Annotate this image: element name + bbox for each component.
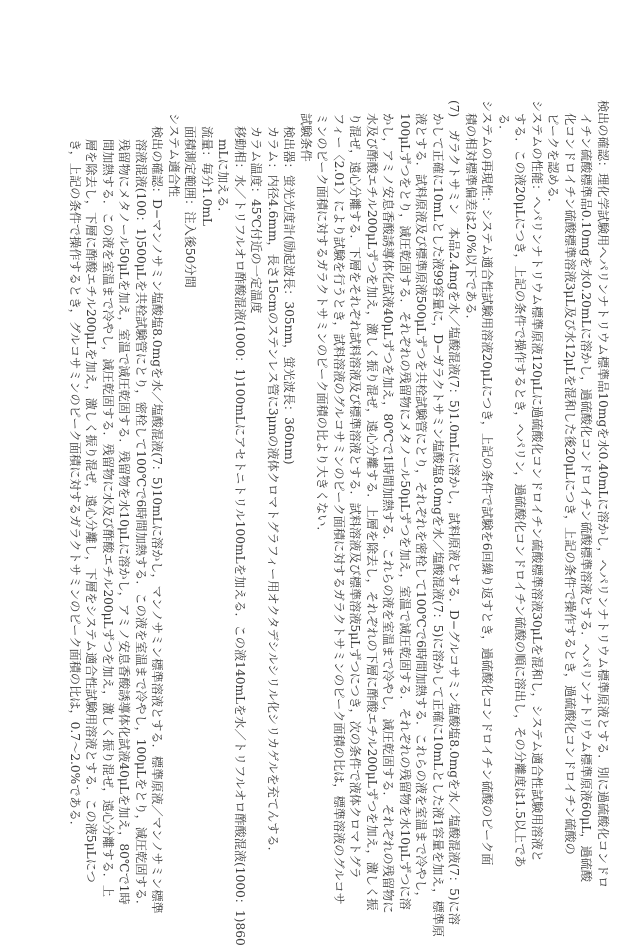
test-conditions-heading: 試験条件 xyxy=(299,113,313,162)
text-line: り混ぜ，遠心分離する．下層をそれぞれ試料溶液及び標準溶液とする．試料溶液及び標準溶液5μLずつにつき，次の条件で液体クロマトグラ xyxy=(348,113,363,879)
condition-column-temperature: カラム温度：45℃付近の一定温度 xyxy=(249,126,264,314)
text-line: き，上記の条件で操作するとき，グルコサミンのピーク面積に対するガラクトサミンのピーク面積の比は，0.7〜2.0%である． xyxy=(68,139,82,833)
text-line: ミンのピーク面積に対するガラクトサミンのピーク面積の比より大きくない． xyxy=(315,113,330,539)
text-line: かし，アミノ安息香酸誘導体化試液40μLずつを加え，80℃で1時間加熱する．これらの液を室温まで冷やし，減圧乾固する．それぞれの残留物に xyxy=(381,113,396,914)
text-line: 層を除去し，下層に酢酸エチル200μLを加え，激しく振り混ぜ，遠心分離し，下層をシステム適合性試験用溶液とする．この液5μLにつ xyxy=(84,139,99,883)
condition-mobile-phase: 移動相：水／トリフルオロ酢酸混液(1000：1)100mLにアセトニトリル100mLを加える．この液140mLを水／トリフルオロ酢酸混液(1000：1)860 xyxy=(233,126,247,946)
section-7-galactosamine-heading-line: (7) ガラクトサミン 本品2.4mgを水／塩酸混液(7：5)1.0mLに溶かし，試料原液とする．D−グルコサミン塩酸塩8.0mgを水／塩酸混液(7：5)に溶 xyxy=(447,100,462,925)
text-line: する．この液20μLにつき，上記の条件で操作するとき，ヘパリン，過硫酸化コンドロイチン硫酸の順に溶出し，その分離度は1.5以上であ xyxy=(513,113,528,868)
para-system-repeatability-line: システムの再現性：システム適合性試験用溶液20μLにつき，上記の条件で試験を6回繰り返すとき，過硫酸化コンドロイチン硫酸のピーク面 xyxy=(480,100,495,866)
text-line: 100μLずつをとり，減圧乾固する．それぞれの残留物にメタノール50μLずつを加え，室温で減圧乾固する．それぞれの残留物を水10μLずつに溶 xyxy=(398,113,412,910)
text-line: かして正確に10mLとした液99容量に，D−ガラクトサミン塩酸塩8.0mgを水／塩酸混液(7：5)に溶かして正確に10mLとした液1容量を加え，標準原 xyxy=(431,113,445,937)
text-line: 残留物にメタノール50μLを加え，室温で減圧乾固する．残留物を水10μLに溶かし，アミノ安息香酸誘導体化試液40μLを加え，80℃で1時 xyxy=(117,139,132,905)
text-line: 間加熱する．この液を室温まで冷やし，減圧乾固する．残留物に水及び酢酸エチル200μLずつを加え，激しく振り混ぜ，遠心分離する．上 xyxy=(101,139,115,898)
text-line: 化コンドロイチン硫酸標準溶液3μL及び水12μLを混和した後20μLにつき，上記の条件で操作するとき，過硫酸化コンドロイチン硫酸の xyxy=(563,113,577,855)
para-system-performance-line: システムの性能：ヘパリンナトリウム標準原液120μLに過硫酸化コンドロイチン硫酸標準溶液30μLを混和し，システム適合性試験用溶液と xyxy=(530,100,544,862)
condition-detector: 検出器：蛍光光度計(励起波長：305nm，蛍光波長：360nm) xyxy=(282,126,297,465)
text-line: 積の相対標準偏差は2.0%以下である． xyxy=(464,113,478,327)
para-heparin-detection-line: 検出の確認：理化学試験用ヘパリンナトリウム標準品10mgを水0.40mLに溶かし，ヘパリンナトリウム標準原液とする．別に過硫酸化コンドロ xyxy=(596,100,610,889)
condition-area-range: 面積測定範囲：注入後50分間 xyxy=(183,126,198,288)
text-line: 溶液混液(100：1)500μLを共栓試験管にとり，密栓して100℃で6時間加熱する．この液を室温まで冷やし，100μLをとり，減圧乾固する． xyxy=(134,139,148,913)
text-line: ピークを認める． xyxy=(546,113,561,211)
text-line: 液とする．試料原液及び標準原液500μLずつを共栓試験管にとり，それぞれを密栓して100℃で6時間加熱する．これらの液を室温まで冷やし， xyxy=(414,113,429,904)
system-suitability-heading: システム適合性 xyxy=(167,113,181,198)
document-body xyxy=(67,100,612,946)
text-line: る． xyxy=(497,113,511,138)
text-line: フィー〈2.01〉により試験を行うとき，試料溶液のグルコサミンのピーク面積に対するガラクトサミンのピーク面積の比は，標準溶液のグルコサ xyxy=(332,113,346,905)
condition-column: カラム：内径4.6mm，長さ15cmのステンレス管に3μmの液体クロマトグラフィー用オクタデシルシリル化シリカゲルを充てんする． xyxy=(266,126,280,859)
text-line: イチン硫酸標準品0.10mgを水0.20mLに溶かし，過硫酸化コンドロイチン硫酸標準溶液とする．ヘパリンナトリウム標準原液60μL，過硫酸 xyxy=(579,113,594,883)
text-line: mLに加える． xyxy=(216,139,231,220)
text-line: 水及び酢酸エチル200μLずつを加え，激しく振り混ぜ，遠心分離する．上層を除去し，それぞれの下層に酢酸エチル200μLずつを加え，激しく振 xyxy=(365,113,379,911)
condition-flow-rate: 流量：毎分1.0mL xyxy=(200,126,214,226)
para-mannosamine-detection-line: 検出の確認：D−マンノサミン塩酸塩8.0mgを水／塩酸混液(7：5)10mLに溶かし，マンノサミン標準溶液とする．標準原液／マンノサミン標準 xyxy=(150,126,165,914)
